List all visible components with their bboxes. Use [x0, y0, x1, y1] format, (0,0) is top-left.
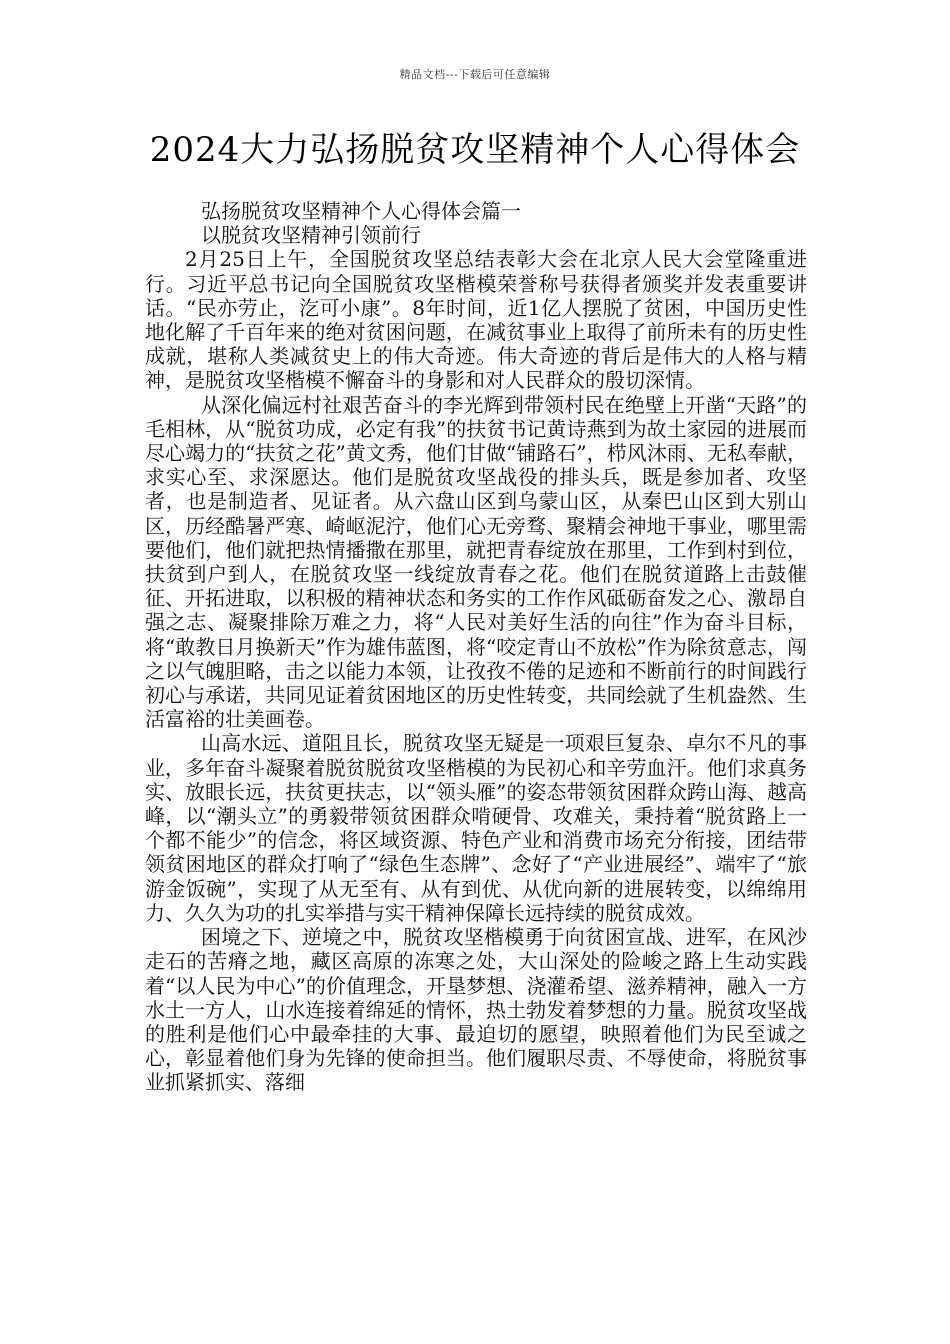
paragraph-3: 山高水远、道阻且长，脱贫攻坚无疑是一项艰巨复杂、卓尔不凡的事业，多年奋斗凝聚着脱贫脱贫攻坚楷模的为民初心和辛劳血汗。他们求真务实、放眼长远，扶贫更扶志，以“领头雁”的姿态带领贫困群众跨山海、越高峰，以“潮头立”的勇毅带领贫困群众啃硬骨、攻难关，秉持着“脱贫路上一个都不能少”的信念，将区域资源、特色产业和消费市场充分衔接，团结带领贫困地区的群众打响了“绿色生态牌”、念好了“产业进展经”、端牢了“旅游金饭碗”，实现了从无至有、从有到优、从优向新的进展转变，以绵绵用力、久久为功的扎实举措与实干精神保障长远持续的脱贫成效。	[145, 731, 807, 925]
subheading: 以脱贫攻坚精神引领前行	[201, 223, 421, 248]
paragraph-2: 从深化偏远村社艰苦奋斗的李光辉到带领村民在绝壁上开凿“天路”的毛相林，从“脱贫功成，必定有我”的扶贫书记黄诗燕到为故土家园的进展而尽心竭力的“扶贫之花”黄文秀，他们甘做“铺路石”，栉风沐雨、无私奉献，求实心至、求深愿达。他们是脱贫攻坚战役的排头兵，既是参加者、攻坚者，也是制造者、见证者。从六盘山区到乌蒙山区，从秦巴山区到大别山区，历经酷暑严寒、崎岖泥泞，他们心无旁骛、聚精会神地干事业，哪里需要他们，他们就把热情播撒在那里，就把青春绽放在那里，工作到村到位，扶贫到户到人，在脱贫攻坚一线绽放青春之花。他们在脱贫道路上击鼓催征、开拓进取，以积极的精神状态和务实的工作作风砥砺奋发之心、激昂自强之志、凝聚排除万难之力，将“人民对美好生活的向往”作为奋斗目标，将“敢教日月换新天”作为雄伟蓝图，将“咬定青山不放松”作为除贫意志，闯之以气魄胆略，击之以能力本领，让孜孜不倦的足迹和不断前行的时间践行初心与承诺，共同见证着贫困地区的历史性转变，共同绘就了生机盎然、生活富裕的壮美画卷。	[145, 392, 807, 732]
document-title: 2024大力弘扬脱贫攻坚精神个人心得体会	[149, 130, 801, 170]
paragraph-4: 困境之下、逆境之中，脱贫攻坚楷模勇于向贫困宣战、进军，在风沙走石的苦瘠之地，藏区高原的冻寒之处，大山深处的险峻之路上生动实践着“以人民为中心”的价值理念，开垦梦想、浇灌希望、滋养精神，融入一方水土一方人，山水连接着绵延的情怀，热土勃发着梦想的力量。脱贫攻坚战的胜利是他们心中最牵挂的大事、最迫切的愿望，映照着他们为民至诚之心，彰显着他们身为先锋的使命担当。他们履职尽责、不辱使命，将脱贫事业抓紧抓实、落细	[145, 925, 807, 1095]
section-heading: 弘扬脱贫攻坚精神个人心得体会篇一	[201, 199, 521, 223]
paragraph-1: 2月25日上午，全国脱贫攻坚总结表彰大会在北京人民大会堂隆重进行。习近平总书记向全国脱贫攻坚楷模荣誉称号获得者颁奖并发表重要讲话。“民亦劳止，汔可小康”。8年时间，近1亿人摆脱了贫困，中国历史性地化解了千百年来的绝对贫困问题，在减贫事业上取得了前所未有的历史性成就，堪称人类减贫史上的伟大奇迹。伟大奇迹的背后是伟大的人格与精神，是脱贫攻坚楷模不懈奋斗的身影和对人民群众的殷切深情。	[145, 247, 807, 393]
header-note: 精品文档---下载后可任意编辑	[399, 68, 551, 81]
document-body	[145, 199, 807, 1095]
